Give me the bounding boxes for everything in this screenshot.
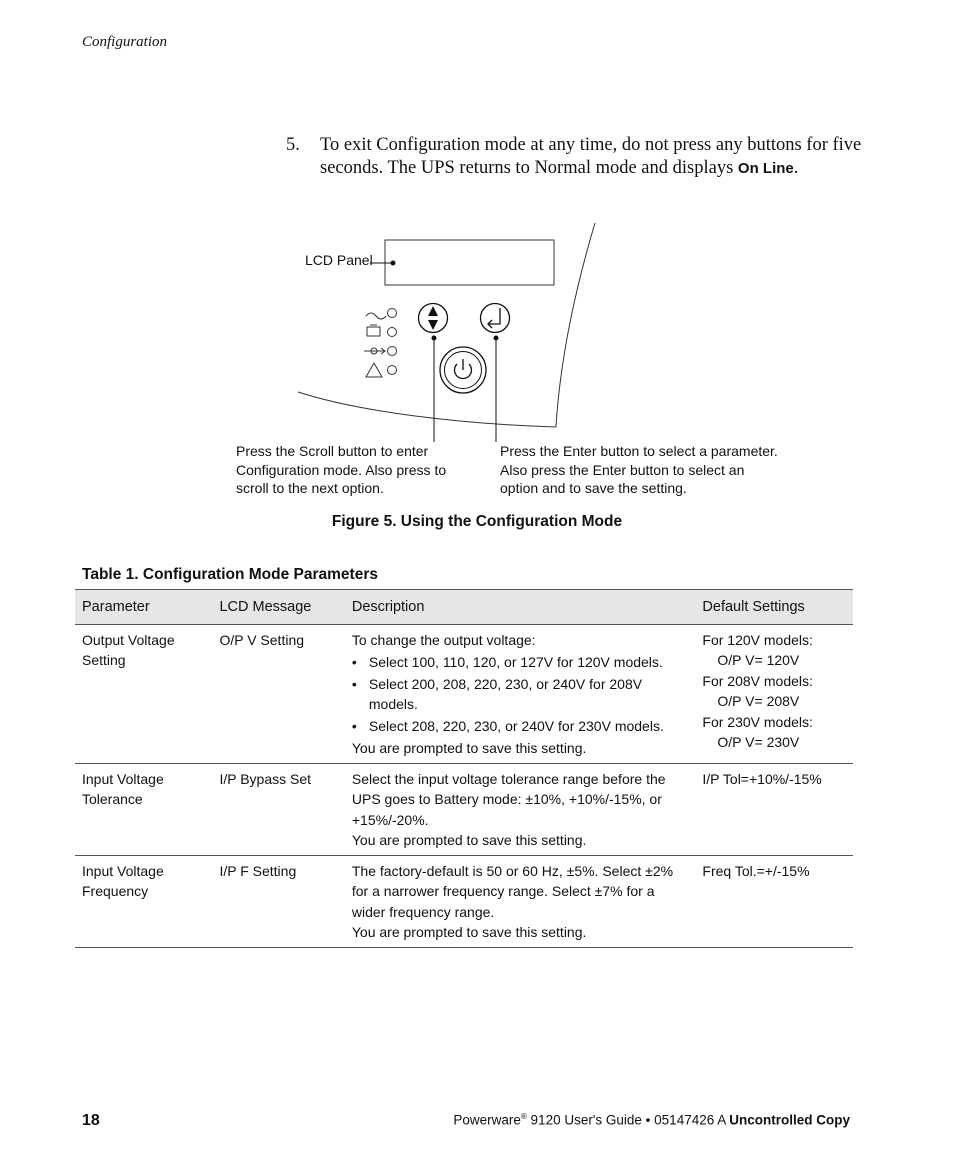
table-title: Table 1. Configuration Mode Parameters xyxy=(82,566,378,583)
cell-description: The factory-default is 50 or 60 Hz, ±5%. Select ±2% for a narrower frequency range. Select ±7% for a wider frequency range. You are prompted to save this setting. xyxy=(345,855,696,947)
cell-lcd-message: O/P V Setting xyxy=(212,624,344,763)
col-header-lcd-message: LCD Message xyxy=(212,590,344,625)
cell-lcd-message: I/P F Setting xyxy=(212,855,344,947)
scroll-button-callout: Press the Scroll button to enter Configuration mode. Also press to scroll to the next option. xyxy=(236,443,447,496)
cell-parameter: Output Voltage Setting xyxy=(75,624,212,763)
step-number: 5. xyxy=(286,135,300,155)
battery-led xyxy=(388,328,397,337)
bypass-led xyxy=(388,347,397,356)
enter-button-callout: Press the Enter button to select a parameter. Also press the Enter button to select an option and to save the setting. xyxy=(500,443,778,496)
step-text: To exit Configuration mode at any time, do not press any buttons for five seconds. The UPS returns to Normal mode and displays On Line. xyxy=(320,135,862,178)
list-item: • Select 100, 110, 120, or 127V for 120V models. xyxy=(352,652,690,673)
bypass-icon xyxy=(364,348,385,354)
lcd-leader-dot xyxy=(391,261,396,266)
cell-description: Select the input voltage tolerance range before the UPS goes to Battery mode: ±10%, +10%/-15%, or +15%/-20%. You are prompted to save this setting. xyxy=(345,763,696,855)
config-parameters-table xyxy=(75,589,853,948)
cell-default-settings: For 120V models: O/P V= 120V For 208V models: O/P V= 208V For 230V models: O/P V= 230V xyxy=(695,624,853,763)
table-row xyxy=(75,624,853,763)
ac-mode-led xyxy=(388,309,397,318)
scroll-button[interactable] xyxy=(419,304,448,333)
cell-parameter: Input Voltage Frequency xyxy=(75,855,212,947)
cell-default-settings: I/P Tol=+10%/-15% xyxy=(695,763,853,855)
cell-lcd-message: I/P Bypass Set xyxy=(212,763,344,855)
table-header-row xyxy=(75,590,853,625)
cell-parameter: Input Voltage Tolerance xyxy=(75,763,212,855)
battery-icon xyxy=(367,327,380,336)
lcd-panel-label: LCD Panel xyxy=(305,252,373,268)
panel-bottom-curve xyxy=(298,392,556,427)
lcd-display-text: On Line xyxy=(737,160,794,177)
alarm-warning-icon xyxy=(366,363,382,377)
panel-edge-curve xyxy=(556,223,595,427)
enter-button[interactable] xyxy=(481,304,510,333)
list-item: • Select 208, 220, 230, or 240V for 230V models. xyxy=(352,716,690,737)
ac-mode-icon xyxy=(366,313,386,319)
col-header-default-settings: Default Settings xyxy=(695,590,853,625)
figure-caption: Figure 5. Using the Configuration Mode xyxy=(331,513,623,530)
footer-doc-info: Powerware® 9120 User's Guide • 05147426 A Uncontrolled Copy xyxy=(453,1112,850,1128)
ups-front-panel-illustration xyxy=(230,220,630,445)
col-header-parameter: Parameter xyxy=(75,590,212,625)
page-number: 18 xyxy=(82,1112,100,1129)
table-row xyxy=(75,763,853,855)
voltage-options-list xyxy=(352,652,690,736)
table-row xyxy=(75,855,853,947)
cell-default-settings: Freq Tol.=+/-15% xyxy=(695,855,853,947)
col-header-description: Description xyxy=(345,590,696,625)
lcd-panel xyxy=(385,240,554,285)
list-item: • Select 200, 208, 220, 230, or 240V for 208V models. xyxy=(352,674,690,715)
alarm-led xyxy=(388,366,397,375)
copy-status: Uncontrolled Copy xyxy=(729,1112,850,1128)
power-button[interactable] xyxy=(440,347,486,393)
running-header: Configuration xyxy=(82,34,168,50)
cell-description: To change the output voltage: • Select 100, 110, 120, or 127V for 120V models. • Select 200, 208, 220, 230, or 240V for 208V models. • Select 208, 220, 230, or 240V for 230V models. You are prompted to save this setting. xyxy=(345,624,696,763)
